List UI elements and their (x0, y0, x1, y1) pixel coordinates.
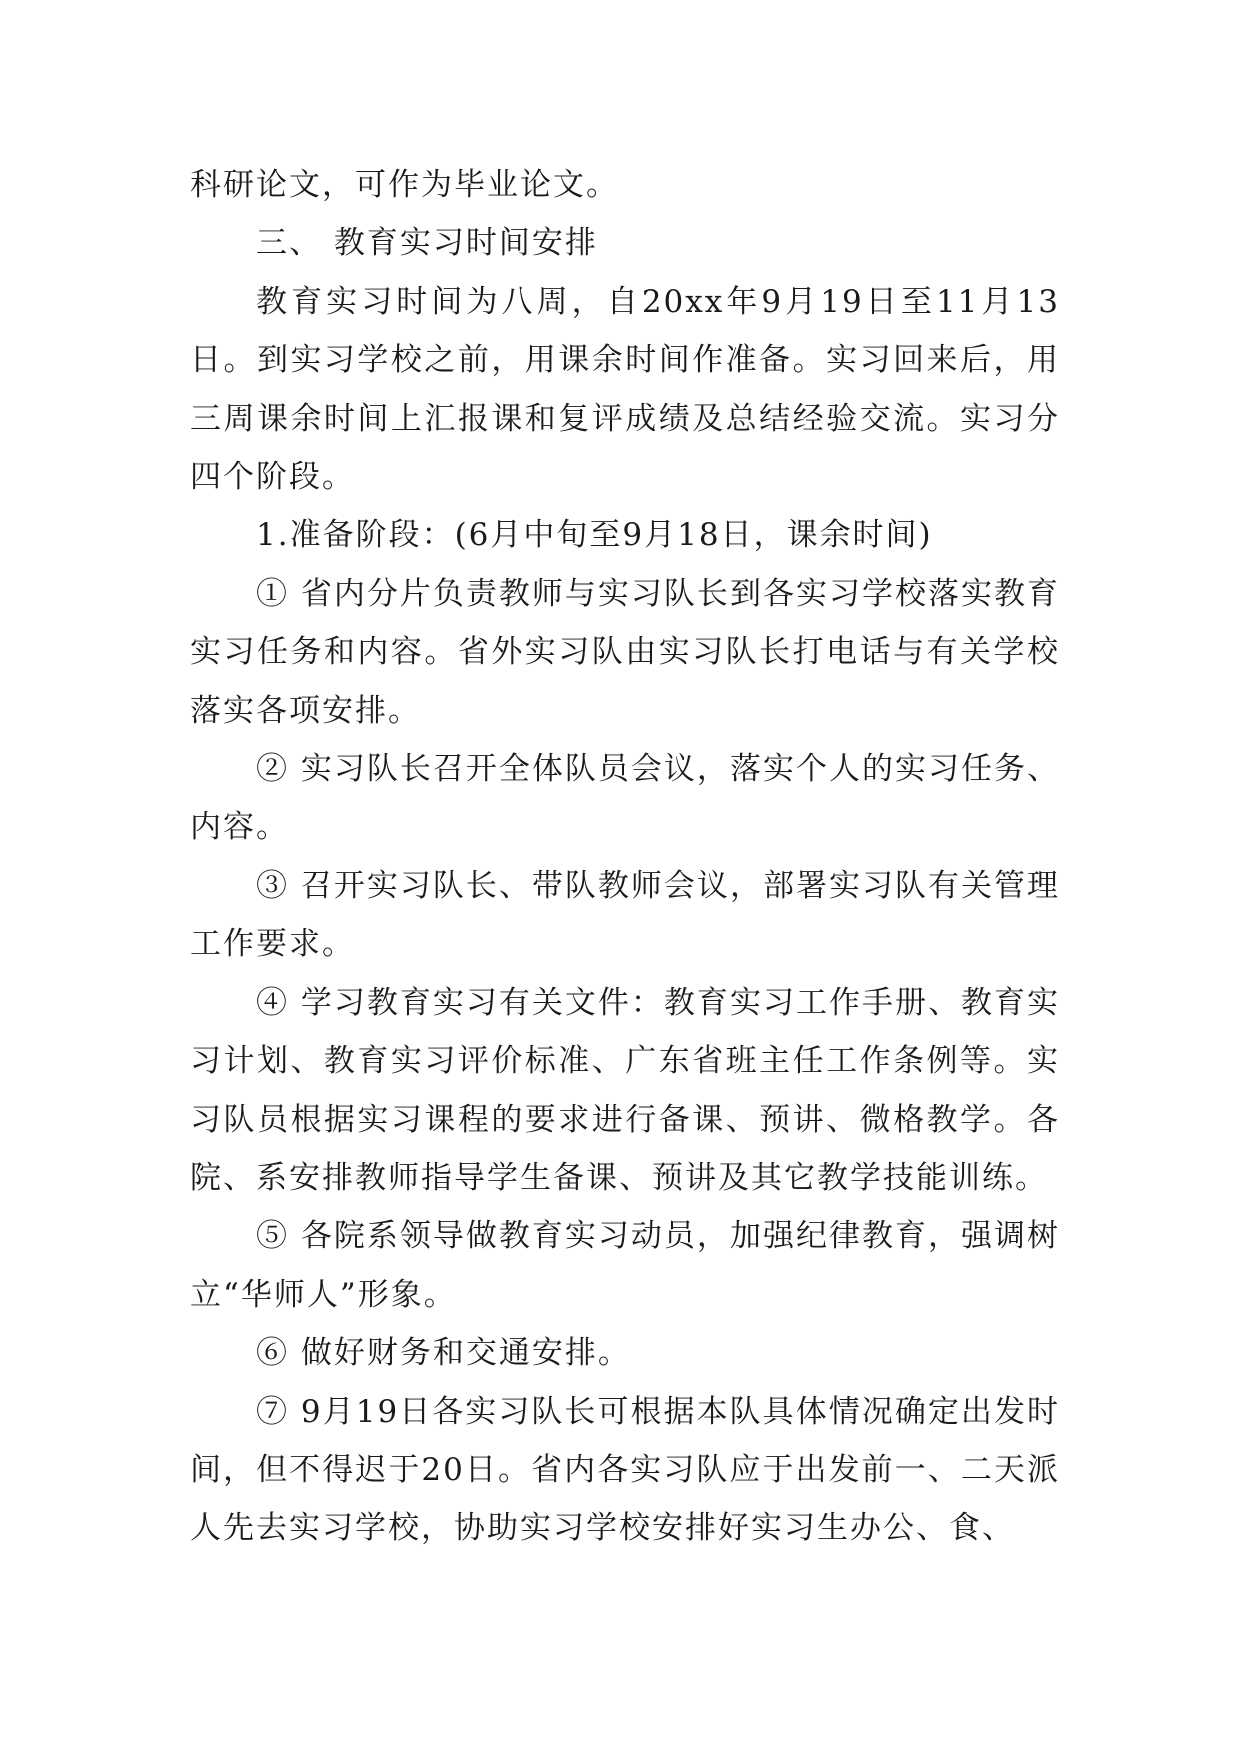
list-item-4: ④ 学习教育实习有关文件：教育实习工作手册、教育实习计划、教育实习评价标准、广东省班主任工作条例等。实习队员根据实习课程的要求进行备课、预讲、微格教学。各院、系安排教师指导学生备课、预讲及其它教学技能训练。 (190, 984, 1060, 1196)
list-item-6: ⑥ 做好财务和交通安排。 (256, 1335, 631, 1372)
list-item-7: ⑦ 9月19日各实习队长可根据本队具体情况确定出发时间，但不得迟于20日。省内各实习队应于出发前一、二天派人先去实习学校，协助实习学校安排好实习生办公、食、 (190, 1393, 1060, 1547)
list-item-3: ③ 召开实习队长、带队教师会议，部署实习队有关管理工作要求。 (190, 867, 1060, 963)
paragraph-continuation: 科研论文，可作为毕业论文。 (190, 167, 619, 203)
paragraph-schedule: 教育实习时间为八周，自20xx年9月19日至11月13日。到实习学校之前，用课余时间作准备。实习回来后，用三周课余时间上汇报课和复评成绩及总结经验交流。实习分四个阶段。 (190, 283, 1060, 496)
list-item-1: ① 省内分片负责教师与实习队长到各实习学校落实教育实习任务和内容。省外实习队由实习队长打电话与有关学校落实各项安排。 (190, 575, 1060, 729)
section-heading: 三、 教育实习时间安排 (256, 225, 598, 262)
document-body (190, 156, 1060, 1558)
list-item-2: ② 实习队长召开全体队员会议，落实个人的实习任务、内容。 (190, 751, 1060, 846)
list-item-5: ⑤ 各院系领导做教育实习动员，加强纪律教育，强调树立“华师人”形象。 (190, 1218, 1060, 1313)
subheading-preparation-stage: 1.准备阶段：(6月中旬至9月18日，课余时间) (256, 517, 933, 554)
